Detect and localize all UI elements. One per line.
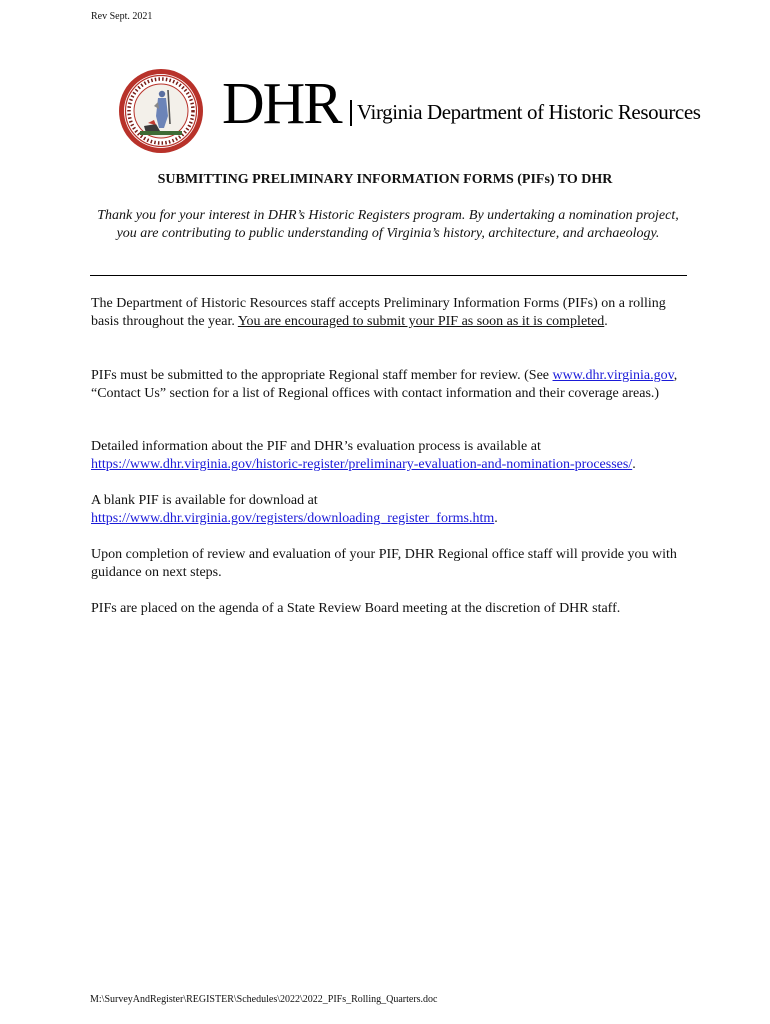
intro-text: Thank you for your interest in DHR’s Historic Registers program. By undertaking a nomination project, you are contributing to public understanding of Virginia’s history, architecture, and archaeology. (97, 208, 679, 241)
page-title: SUBMITTING PRELIMINARY INFORMATION FORMS (PIFs) TO DHR (157, 172, 613, 187)
paragraph-regional-staff (91, 367, 691, 403)
virginia-state-seal-icon (118, 68, 204, 154)
agency-name: Virginia Department of Historic Resources (357, 100, 701, 124)
paragraph-blank-pif (91, 492, 691, 528)
paragraph-evaluation-info (91, 438, 691, 474)
p2-after: , “Contact Us” section for a list of Regional offices with contact information and their coverage areas.) (91, 368, 678, 401)
paragraph-submission-policy (91, 295, 691, 331)
p3-end: . (632, 457, 636, 472)
revision-date: Rev Sept. 2021 (91, 11, 153, 22)
dhr-wordmark: DHR (222, 70, 341, 136)
register-forms-link[interactable]: https://www.dhr.virginia.gov/registers/downloading_register_forms.htm (91, 511, 495, 526)
paragraph-review-board: PIFs are placed on the agenda of a State Review Board meeting at the discretion of DHR staff. (91, 601, 621, 616)
p2-before: PIFs must be submitted to the appropriate Regional staff member for review. (See (91, 368, 553, 383)
p1-underlined: You are encouraged to submit your PIF as soon as it is completed (237, 314, 605, 329)
p4-end: . (494, 511, 498, 526)
paragraph-review-guidance: Upon completion of review and evaluation of your PIF, DHR Regional office staff will provide you with guidance on next steps. (91, 547, 677, 580)
logo-divider (350, 100, 352, 126)
p3-before: Detailed information about the PIF and DHR’s evaluation process is available at (91, 439, 541, 454)
horizontal-divider (90, 275, 687, 276)
p1-text: The Department of Historic Resources staff accepts Preliminary Information Forms (PIFs) on a rolling basis throughout the year. (91, 296, 666, 329)
file-path-footer: M:\SurveyAndRegister\REGISTER\Schedules\2022\2022_PIFs_Rolling_Quarters.doc (90, 994, 438, 1005)
p1-end: . (604, 314, 608, 329)
dhr-header-logo (118, 68, 738, 158)
dhr-website-link[interactable]: www.dhr.virginia.gov (552, 368, 674, 383)
evaluation-process-link[interactable]: https://www.dhr.virginia.gov/historic-register/preliminary-evaluation-and-nomination-processes/ (91, 457, 633, 472)
p4-before: A blank PIF is available for download at (91, 493, 318, 508)
